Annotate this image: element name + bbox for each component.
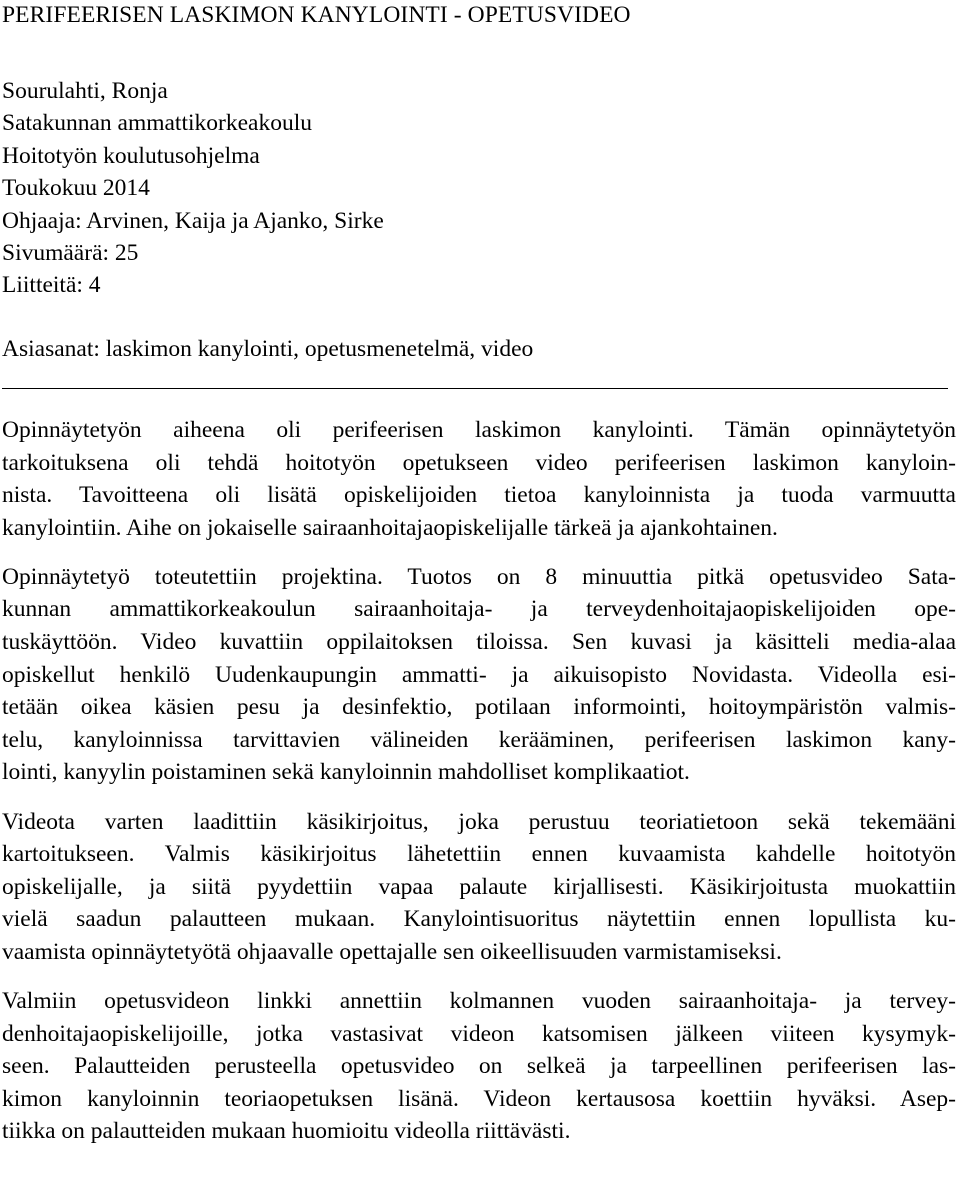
text-line: opiskellut henkilö Uudenkaupungin ammatti- ja aikuisopisto Novidasta. Videolla esi- (2, 661, 956, 688)
text-line: telu, kanyloinnissa tarvittavien välineiden kerääminen, perifeerisen laskimon kany- (2, 726, 956, 753)
text-line: tiikka on palautteiden mukaan huomioitu videolla riittävästi. (2, 1118, 571, 1145)
page-count: Sivumäärä: 25 (2, 240, 139, 267)
text-line: Videota varten laadittiin käsikirjoitus, joka perustuu teoriatietoon sekä tekemääni (2, 808, 956, 835)
text-line: tarkoituksena oli tehdä hoitotyön opetukseen video perifeerisen laskimon kanyloin- (2, 449, 956, 476)
text-line: Valmiin opetusvideon linkki annettiin kolmannen vuoden sairaanhoitaja- ja tervey- (2, 988, 956, 1014)
text-line: kunnan ammattikorkeakoulun sairaanhoitaja- ja terveydenhoitajaopiskelijoiden ope- (2, 596, 956, 623)
text-line: kanylointiin. Aihe on jokaiselle sairaanhoitajaopiskelijalle tärkeä ja ajankohtainen. (2, 514, 778, 541)
text-line: vielä saadun palautteen mukaan. Kanylointisuoritus näytettiin ennen lopullista ku- (2, 906, 956, 933)
text-line: denhoitajaopiskelijoille, jotka vastasivat videon katsomisen jälkeen viiteen kysymyk- (2, 1020, 956, 1047)
text-line: vaamista opinnäytetyötä ohjaavalle opettajalle sen oikeellisuuden varmistamiseksi. (2, 938, 782, 965)
text-line: seen. Palautteiden perusteella opetusvideo on selkeä ja tarpeellinen perifeerisen las- (2, 1053, 956, 1080)
abstract-paragraph (2, 561, 956, 789)
document-title: PERIFEERISEN LASKIMON KANYLOINTI - OPETUSVIDEO (2, 2, 631, 28)
text-line: kartoitukseen. Valmis käsikirjoitus lähetettiin ennen kuvaamista kahdelle hoitotyön (2, 841, 956, 868)
text-line: nista. Tavoitteena oli lisätä opiskelijoiden tietoa kanyloinnista ja tuoda varmuutta (2, 482, 956, 509)
text-line: opiskelijalle, ja siitä pyydettiin vapaa palaute kirjallisesti. Käsikirjoitusta muokattiin (2, 873, 956, 900)
text-line: Opinnäytetyö toteutettiin projektina. Tuotos on 8 minuuttia pitkä opetusvideo Sata- (2, 563, 956, 590)
author: Sourulahti, Ronja (2, 78, 168, 104)
institution: Satakunnan ammattikorkeakoulu (2, 110, 312, 137)
degree-programme: Hoitotyön koulutusohjelma (2, 142, 260, 169)
abstract-paragraph (2, 806, 956, 969)
date: Toukokuu 2014 (2, 175, 150, 202)
divider (2, 388, 948, 389)
text-line: lointi, kanyylin poistaminen sekä kanyloinnin mahdolliset komplikaatiot. (2, 759, 690, 786)
text-line: Opinnäytetyön aiheena oli perifeerisen laskimon kanylointi. Tämän opinnäytetyön (2, 417, 956, 443)
abstract-paragraph (2, 985, 956, 1148)
supervisors: Ohjaaja: Arvinen, Kaija ja Ajanko, Sirke (2, 207, 384, 234)
text-line: tetään oikea käsien pesu ja desinfektio, potilaan informointi, hoitoympäristön valmis- (2, 694, 956, 721)
text-line: kimon kanyloinnin teoriaopetuksen lisänä. Videon kertausosa koettiin hyväksi. Asep- (2, 1085, 956, 1112)
keywords: Asiasanat: laskimon kanylointi, opetusmenetelmä, video (2, 336, 534, 362)
appendix-count: Liitteitä: 4 (2, 272, 101, 299)
text-line: tuskäyttöön. Video kuvattiin oppilaitoksen tiloissa. Sen kuvasi ja käsitteli media-alaa (2, 629, 956, 656)
abstract-body (2, 414, 956, 1164)
abstract-paragraph (2, 414, 956, 544)
metadata-block (2, 75, 384, 302)
